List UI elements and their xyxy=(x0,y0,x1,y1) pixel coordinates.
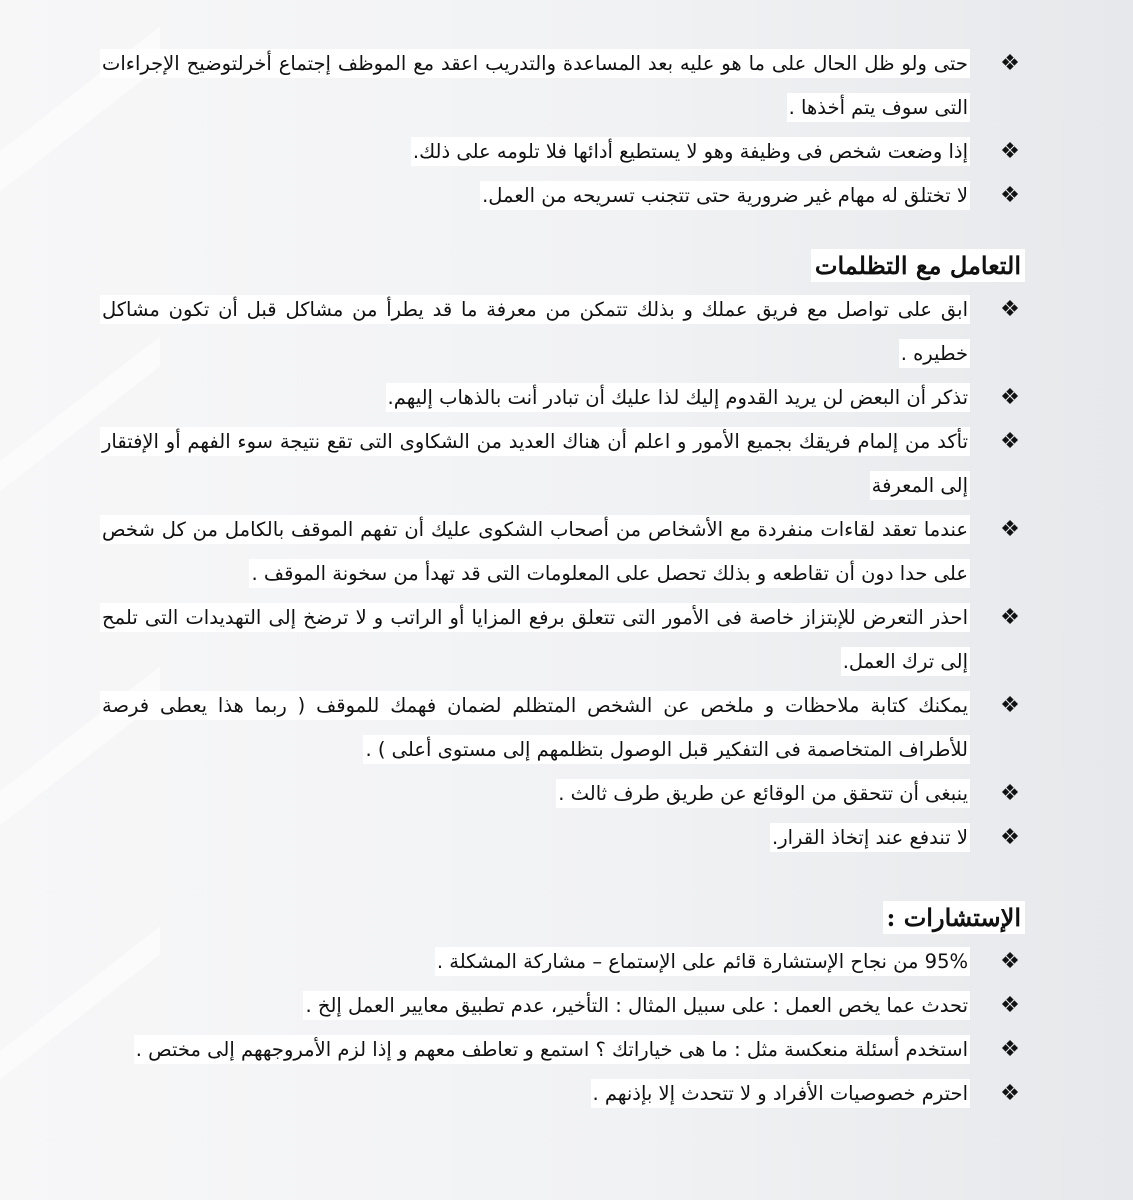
list-item xyxy=(100,1028,1025,1072)
list-item xyxy=(100,376,1025,420)
list-item xyxy=(100,508,1025,596)
diamond-cluster-icon: ❖ xyxy=(1000,949,1020,974)
diamond-cluster-icon: ❖ xyxy=(1000,429,1020,454)
section2-list xyxy=(100,288,1025,860)
list-item xyxy=(100,684,1025,772)
list-item xyxy=(100,420,1025,508)
list-item-text: 95% من نجاح الإستشارة قائم على الإستماع – مشاركة المشكلة . xyxy=(435,947,970,976)
list-item xyxy=(100,596,1025,684)
section-heading-consultations xyxy=(100,896,1025,940)
list-item xyxy=(100,174,1025,218)
list-item-text: استخدم أسئلة منعكسة مثل : ما هى خياراتك ؟ استمع و تعاطف معهم و إذا لزم الأمروجههم إلى مختص . xyxy=(134,1035,970,1064)
section-heading-text: الإستشارات : xyxy=(883,901,1026,934)
list-item-text: ابق على تواصل مع فريق عملك و بذلك تتمكن من معرفة ما قد يطرأ من مشاكل قبل أن تكون مشاكل خطيره . xyxy=(100,295,970,368)
section1-list xyxy=(100,42,1025,218)
list-item xyxy=(100,130,1025,174)
list-item-text: لا تندفع عند إتخاذ القرار. xyxy=(770,823,970,852)
list-item xyxy=(100,940,1025,984)
list-item xyxy=(100,1072,1025,1116)
list-item xyxy=(100,772,1025,816)
list-item-text: ينبغى أن تتحقق من الوقائع عن طريق طرف ثالث . xyxy=(556,779,970,808)
list-item xyxy=(100,42,1025,130)
list-item-text: احترم خصوصيات الأفراد و لا تتحدث إلا بإذنهم . xyxy=(591,1079,971,1108)
diamond-cluster-icon: ❖ xyxy=(1000,693,1020,718)
diamond-cluster-icon: ❖ xyxy=(1000,605,1020,630)
diamond-cluster-icon: ❖ xyxy=(1000,1081,1020,1106)
list-item xyxy=(100,816,1025,860)
diamond-cluster-icon: ❖ xyxy=(1000,51,1020,76)
list-item-text: عندما تعقد لقاءات منفردة مع الأشخاص من أصحاب الشكوى عليك أن تفهم الموقف بالكامل من كل شخص على حدا دون أن تقاطعه و بذلك تحصل على المعلومات التى قد تهدأ من سخونة الموقف . xyxy=(100,515,970,588)
diamond-cluster-icon: ❖ xyxy=(1000,1037,1020,1062)
list-item-text: تحدث عما يخص العمل : على سبيل المثال : التأخير، عدم تطبيق معايير العمل إلخ . xyxy=(303,991,970,1020)
list-item-text: لا تختلق له مهام غير ضرورية حتى تتجنب تسريحه من العمل. xyxy=(480,181,970,210)
diamond-cluster-icon: ❖ xyxy=(1000,825,1020,850)
diamond-cluster-icon: ❖ xyxy=(1000,139,1020,164)
list-item-text: يمكنك كتابة ملاحظات و ملخص عن الشخص المتظلم لضمان فهمك للموقف ( ربما هذا يعطى فرصة للأطراف المتخاصمة فى التفكير قبل الوصول بتظلمهم إلى مستوى أعلى ) . xyxy=(100,691,970,764)
diamond-cluster-icon: ❖ xyxy=(1000,297,1020,322)
section-heading-grievances xyxy=(100,244,1025,288)
diamond-cluster-icon: ❖ xyxy=(1000,385,1020,410)
diamond-cluster-icon: ❖ xyxy=(1000,781,1020,806)
diamond-cluster-icon: ❖ xyxy=(1000,993,1020,1018)
section-heading-text: التعامل مع التظلمات xyxy=(811,249,1025,282)
list-item xyxy=(100,288,1025,376)
document-content xyxy=(100,42,1025,1116)
list-item-text: احذر التعرض للإبتزاز خاصة فى الأمور التى تتعلق برفع المزايا أو الراتب و لا ترضخ إلى التهديدات التى تلمح إلى ترك العمل. xyxy=(100,603,970,676)
list-item xyxy=(100,984,1025,1028)
list-item-text: حتى ولو ظل الحال على ما هو عليه بعد المساعدة والتدريب اعقد مع الموظف إجتماع أخرلتوضيح الإجراءات التى سوف يتم أخذها . xyxy=(100,49,970,122)
section3-list xyxy=(100,940,1025,1116)
list-item-text: تذكر أن البعض لن يريد القدوم إليك لذا عليك أن تبادر أنت بالذهاب إليهم. xyxy=(386,383,970,412)
diamond-cluster-icon: ❖ xyxy=(1000,517,1020,542)
diamond-cluster-icon: ❖ xyxy=(1000,183,1020,208)
list-item-text: إذا وضعت شخص فى وظيفة وهو لا يستطيع أدائها فلا تلومه على ذلك. xyxy=(411,137,970,166)
list-item-text: تأكد من إلمام فريقك بجميع الأمور و اعلم أن هناك العديد من الشكاوى التى تقع نتيجة سوء الفهم أو الإفتقار إلى المعرفة xyxy=(100,427,970,500)
